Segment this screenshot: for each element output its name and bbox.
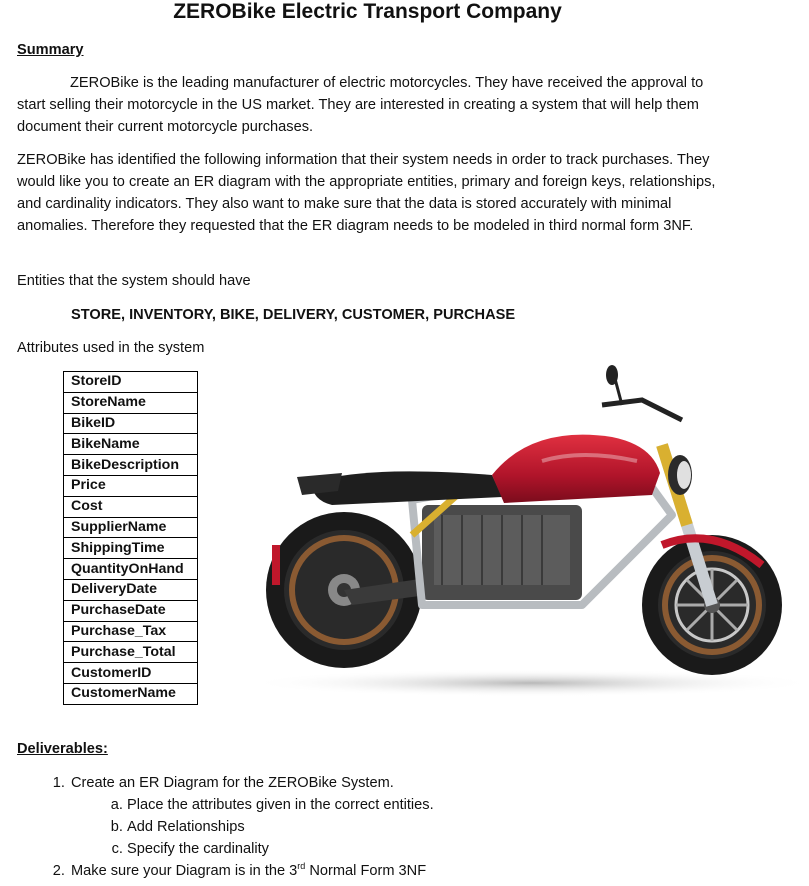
- attribute-cell: StoreID: [64, 372, 198, 393]
- entities-intro: Entities that the system should have: [17, 273, 251, 289]
- attribute-cell: ShippingTime: [64, 538, 198, 559]
- summary-paragraph-2: ZEROBike has identified the following information that their system needs in order to track purchases. They would like you to create an ER diagram with the appropriate entities, primary and foreign keys, relationships, and cardinality indicators. They also want to make sure that the data is stored accurately with minimal anomalies. Therefore they requested that the ER diagram needs to be modeled in third normal form 3NF.: [17, 152, 716, 234]
- list-item: 1. Create an ER Diagram for the ZEROBike System. a. Place the attributes given in the correct entities. b. Add Relationships c. Specify the cardinality: [69, 772, 669, 860]
- attribute-cell: Purchase_Tax: [64, 621, 198, 642]
- deliverables-list: [17, 772, 669, 882]
- sub-list: [71, 794, 669, 860]
- table-row: [64, 434, 198, 455]
- attribute-cell: BikeDescription: [64, 455, 198, 476]
- attribute-cell: BikeID: [64, 413, 198, 434]
- summary-paragraph-1: ZEROBike is the leading manufacturer of electric motorcycles. They have received the approval to start selling their motorcycle in the US market. They are interested in creating a system that will help them document their current motorcycle purchases.: [17, 75, 704, 135]
- attribute-cell: BikeName: [64, 434, 198, 455]
- attributes-table: [63, 371, 198, 705]
- attribute-cell: Purchase_Total: [64, 642, 198, 663]
- list-item: c. Specify the cardinality: [127, 838, 669, 860]
- table-row: [64, 559, 198, 580]
- list-item: 2. Make sure your Diagram is in the 3rd Normal Form 3NF: [69, 860, 669, 882]
- table-row: [64, 496, 198, 517]
- fuel-tank: [492, 435, 660, 503]
- list-item: b. Add Relationships: [127, 816, 669, 838]
- list-item: a. Place the attributes given in the correct entities.: [127, 794, 669, 816]
- attribute-cell: SupplierName: [64, 517, 198, 538]
- attribute-cell: Cost: [64, 496, 198, 517]
- table-row: [64, 600, 198, 621]
- table-row: [64, 413, 198, 434]
- summary-heading: Summary: [17, 42, 84, 58]
- handlebar: [602, 400, 682, 420]
- attribute-cell: QuantityOnHand: [64, 559, 198, 580]
- attribute-cell: CustomerID: [64, 663, 198, 684]
- table-row: [64, 621, 198, 642]
- table-row: [64, 517, 198, 538]
- attribute-cell: PurchaseDate: [64, 600, 198, 621]
- table-row: [64, 683, 198, 704]
- table-row: [64, 475, 198, 496]
- table-row: [64, 372, 198, 393]
- table-row: [64, 392, 198, 413]
- attribute-cell: Price: [64, 475, 198, 496]
- table-row: [64, 579, 198, 600]
- attribute-cell: CustomerName: [64, 683, 198, 704]
- table-row: [64, 455, 198, 476]
- attribute-cell: StoreName: [64, 392, 198, 413]
- attributes-intro: Attributes used in the system: [17, 340, 205, 356]
- attribute-cell: DeliveryDate: [64, 579, 198, 600]
- deliverables-heading: Deliverables:: [17, 741, 108, 757]
- document-title: ZEROBike Electric Transport Company: [173, 0, 562, 23]
- table-row: [64, 642, 198, 663]
- table-row: [64, 663, 198, 684]
- motorcycle-image: [242, 365, 809, 705]
- entities-list: STORE, INVENTORY, BIKE, DELIVERY, CUSTOMER, PURCHASE: [71, 307, 516, 323]
- table-row: [64, 538, 198, 559]
